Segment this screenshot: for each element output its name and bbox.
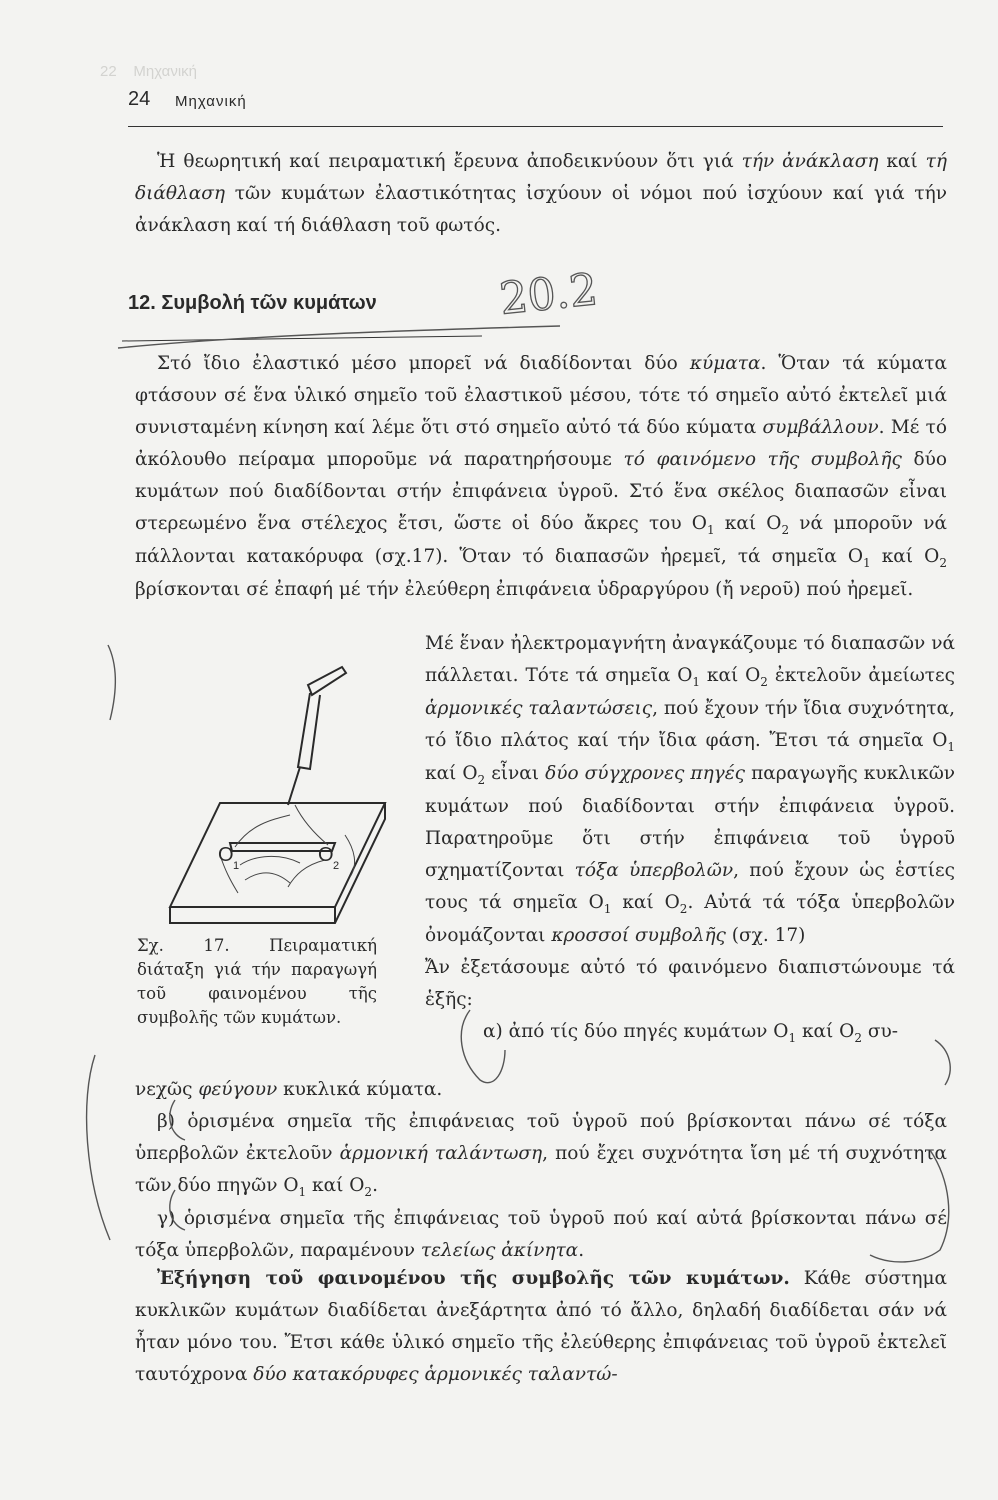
rc-sub-6: 2 [679,902,688,916]
rc-sub-2: 2 [760,675,768,689]
alpha-text-2: καί O [796,1021,855,1042]
intro-text-3: τῶν κυμάτων ἐλαστικότητας ἰσχύουν οἱ νόμοι πού ἰσχύουν καί γιά τήν ἀνάκλαση καί τή διάθλαση τοῦ φωτός. [135,183,947,236]
explanation-italic: δύο κατακόρυφες ἁρμονικές ταλαντώ- [253,1364,618,1385]
rc-text-5: καί O [425,763,478,784]
gamma-text-2: . [578,1240,585,1261]
intro-paragraph [135,146,947,242]
handwritten-note: 20.2 [497,264,600,325]
rc-text-10: . Αὐτά τά τόξα ὑπερβολῶν ὀνομάζονται [425,892,955,946]
p1-sub-1: 1 [706,523,715,537]
rc-text-11: (σχ. 17) [725,925,806,946]
p1-text-6: νά μποροῦν νά πάλλονται κατακόρυφα (σχ.17). Ὅταν τό διαπασῶν ἠρεμεῖ, τά σημεῖα O [135,513,947,567]
rc-italic-2: δύο σύγχρονες πηγές [545,763,746,784]
beta-text-4: . [372,1175,378,1196]
p1-sub-3: 1 [863,556,871,570]
rc-text-1: Μέ ἕναν ἠλεκτρομαγνήτη ἀναγκάζουμε τό διαπασῶν νά πάλλεται. Τότε τά σημεῖα O [425,633,955,686]
alpha-text-1: α) ἀπό τίς δύο πηγές κυμάτων O [483,1021,789,1042]
rc-italic-3: τόξα ὑπερβολῶν [574,860,734,881]
rc-text-8: , πού ἔχουν ὡς ἑστίες τους τά σημεῖα O [425,860,955,913]
intro-text-2: καί [878,151,926,172]
fork-stem [298,693,320,769]
p1-text-3: . Μέ τό ἀκόλουθο πείραμα μποροῦμε νά παρατηρήσουμε [135,417,947,470]
tuning-fork-drawing [160,665,395,940]
alpha-text-3: συ- [862,1021,899,1042]
label-o2: O [318,844,334,866]
pencil-bracket-left [87,1055,110,1240]
figure-caption: Σχ. 17. Πειραματική διάταξη γιά τήν παραγωγή τοῦ φαινομένου τῆς συμβολῆς τῶν κυμάτων. [137,936,377,1027]
tray-side [170,803,385,923]
alpha-cont-1: νεχῶς [135,1079,199,1100]
rc-sub-1: 1 [692,675,701,689]
rc-sub-5: 1 [603,902,612,916]
explanation-heading: Ἐξήγηση τοῦ φαινομένου τῆς συμβολῆς τῶν κυμάτων. [157,1268,790,1289]
p1-text-7: καί O [870,546,940,567]
explanation-text: Κάθε σύστημα κυκλικῶν κυμάτων διαδίδεται ἀνεξάρτητα ἀπό τό ἄλλο, δηλαδή διαδίδεται σάν νά ἦταν μόνο του. Ἔτσι κάθε ὑλικό σημεῖο τῆς ἐλεύθερης ἐπιφάνειας τοῦ ὑγροῦ ἐκτελεῖ ταυτόχρονα [135,1268,948,1385]
beta-italic: ἁρμονική ταλάντωση [339,1143,543,1164]
intro-text-1: Ἡ θεωρητική καί πειραματική ἔρευνα ἀποδεικνύουν ὅτι γιά [157,151,742,172]
explanation-paragraph [135,1263,947,1391]
rc-italic-4: κροσσοί συμβολῆς [551,925,726,946]
list-item-beta [135,1106,947,1203]
beta-sub-1: 1 [298,1185,307,1199]
gamma-italic: τελείως ἀκίνητα [420,1240,579,1261]
right-column-text [425,628,955,1049]
p1-italic-1: κύματα [689,353,761,374]
beta-sub-2: 2 [364,1185,373,1199]
alpha-sub-1: 1 [788,1031,797,1045]
page-number: 24 [128,88,151,110]
p1-text-5: καί O [714,513,782,534]
p1-sub-2: 2 [781,523,790,537]
section-heading: 12. Συμβολή τῶν κυμάτων [128,292,377,314]
p1-sub-4: 2 [939,556,947,570]
list-item-gamma [135,1203,947,1267]
p1-italic-2: συμβάλλουν [762,417,879,438]
beta-text-1: β) ὁρισμένα σημεῖα τῆς ἐπιφάνειας τοῦ ὑγροῦ πού βρίσκονται πάνω σέ τόξα ὑπερβολῶν ἐκτελοῦν [135,1111,947,1164]
beta-text-3: καί O [306,1175,365,1196]
alpha-cont-italic: φεύγουν [198,1079,278,1100]
alpha-cont-2: κυκλικά κύματα. [277,1079,443,1100]
stem-lower [288,767,300,805]
running-title: Μηχανική [175,93,247,110]
rc-text-2: καί O [700,665,761,686]
intro-italic-2: τή διάθλαση [135,151,947,204]
list-item-alpha [135,1074,947,1106]
observation-list [135,1074,947,1267]
label-o1: O [218,844,234,866]
rc-text-6: εἶναι [485,763,546,784]
rc-text-7: παραγωγῆς κυκλικῶν κυμάτων πού διαδίδονται στήν ἐπιφάνεια ὑγροῦ. Παρατηροῦμε ὅτι στήν ἐπιφάνεια τοῦ ὑγροῦ σχηματίζονται [425,763,956,881]
label-o2-sub: 2 [333,860,340,872]
intro-italic-1: τήν ἀνάκλαση [741,151,879,172]
page-header [128,86,943,127]
rc-paragraph-2: Ἄν ἐξετάσουμε αὐτό τό φαινόμενο διαπιστώνουμε τά ἑξῆς: [425,957,955,1010]
rc-sub-4: 2 [477,773,486,787]
gamma-text-1: γ) ὁρισμένα σημεῖα τῆς ἐπιφάνειας τοῦ ὑγροῦ πού καί αὐτά βρίσκονται πάνω σέ τόξα ὑπερβολῶν, παραμένουν [135,1208,947,1261]
ghost-page-number: 22 [100,63,117,80]
p1-text-4: δύο κυμάτων πού διαδίδονται στήν ἐπιφάνεια ὑγροῦ. Στό ἕνα σκέλος διαπασῶν εἶναι στερεωμένο ἕνα στέλεχος ἔτσι, ὥστε οἱ δύο ἄκρες του O [135,449,948,534]
paragraph-1 [135,348,947,606]
rc-text-4: , πού ἔχουν τήν ἴδια συχνότητα, τό ἴδιο πλάτος καί τήν ἴδια φάση. Ἔτσι τά σημεῖα O [425,698,955,751]
rc-italic-1: ἁρμονικές ταλαντώσεις [425,698,653,719]
fork-top [308,667,346,695]
rc-text-3: ἐκτελοῦν ἀμείωτες [767,665,955,686]
p1-text-8: βρίσκονται σέ ἐπαφή μέ τήν ἐλεύθερη ἐπιφάνεια ὑδραργύρου (ἤ νεροῦ) πού ἠρεμεῖ. [135,579,914,600]
alpha-sub-2: 2 [854,1031,862,1045]
section-underline [122,335,482,341]
p1-italic-3: τό φαινόμενο τῆς συμβολῆς [623,449,902,470]
rc-sub-3: 1 [947,740,955,754]
rc-text-9: καί O [611,892,680,913]
beta-text-2: , πού ἔχει συχνότητα ἴση μέ τή συχνότητα τῶν δύο πηγῶν O [135,1143,947,1196]
bleed-through-text [100,60,960,84]
p1-text-1: Στό ἴδιο ἐλαστικό μέσο μπορεῖ νά διαδίδονται δύο [157,353,690,374]
ghost-running-title: Μηχανική [133,63,198,80]
figure-17-apparatus [160,665,395,940]
label-o1-sub: 1 [233,860,240,872]
p1-text-2: . Ὅταν τά κύματα φτάσουν σέ ἕνα ὑλικό σημεῖο τοῦ ἐλαστικοῦ μέσου, τότε τό σημεῖο αὐτό ἐκτελεῖ μιά συνισταμένη κίνηση καί λέμε ὅτι στό σημεῖο αὐτό τά δύο κύματα [135,353,948,438]
